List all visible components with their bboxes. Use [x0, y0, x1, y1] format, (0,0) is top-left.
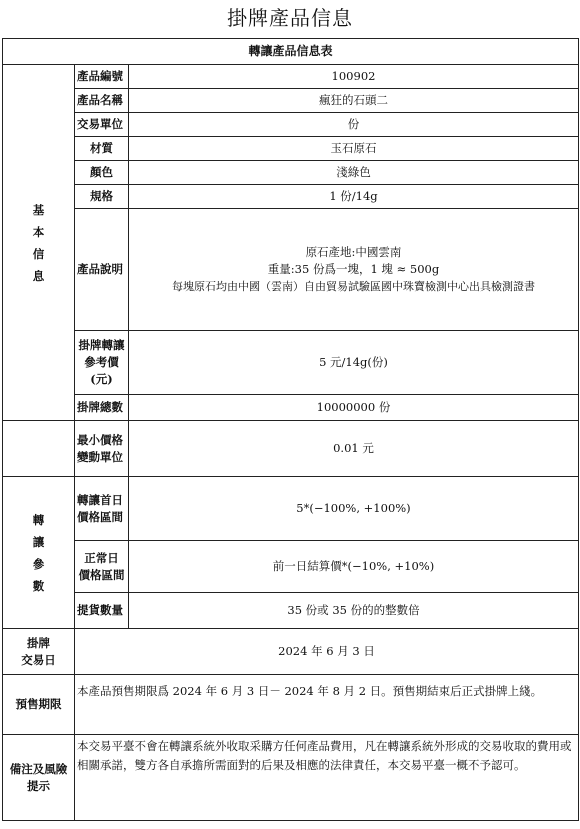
page-title: 掛牌產品信息: [227, 6, 353, 30]
presale-label: 預售期限: [3, 675, 75, 735]
section-label-transfer: 轉 讓 參 數: [3, 477, 75, 629]
table-row: [3, 675, 579, 735]
listing-day-label: 掛牌 交易日: [3, 629, 75, 675]
table-row: [3, 477, 579, 541]
product-name-label: 產品名稱: [75, 89, 129, 113]
table-row: [3, 331, 579, 395]
table-row: [3, 137, 579, 161]
delivery-qty-label: 提貨數量: [75, 593, 129, 629]
total-listed-label: 掛牌總數: [75, 395, 129, 421]
normal-day-range-label: 正常日 價格區間: [75, 541, 129, 593]
table-row: [3, 161, 579, 185]
product-name-value: 瘋狂的石頭二: [129, 89, 579, 113]
table-row: [3, 65, 579, 89]
table-row: [3, 735, 579, 821]
total-listed-value: 10000000 份: [129, 395, 579, 421]
section-label-basic: 基 本 信 息: [3, 65, 75, 421]
spec-value: 1 份/14g: [129, 185, 579, 209]
ref-price-value: 5 元/14g(份): [129, 331, 579, 395]
table-title: 轉讓產品信息表: [3, 39, 579, 65]
risk-label: 備注及風險 提示: [3, 735, 75, 821]
product-code-label: 產品編號: [75, 65, 129, 89]
description-label: 產品說明: [75, 209, 129, 331]
trade-unit-value: 份: [129, 113, 579, 137]
normal-day-range-value: 前一日結算價*(−10%, +10%): [129, 541, 579, 593]
table-row: [3, 629, 579, 675]
color-label: 顏色: [75, 161, 129, 185]
product-info-table: [2, 38, 579, 821]
spec-label: 規格: [75, 185, 129, 209]
first-day-range-value: 5*(−100%, +100%): [129, 477, 579, 541]
table-row: [3, 113, 579, 137]
min-tick-value: 0.01 元: [129, 421, 579, 477]
trade-unit-label: 交易單位: [75, 113, 129, 137]
first-day-range-label: 轉讓首日 價格區間: [75, 477, 129, 541]
min-tick-label: 最小價格 變動單位: [75, 421, 129, 477]
risk-value: 本交易平臺不會在轉讓系統外收取采購方任何產品費用，凡在轉讓系統外形成的交易收取的費用或相關承諾，雙方各自承擔所需面對的后果及相應的法律責任，本交易平臺一概不予認可。: [75, 735, 579, 821]
description-value: 原石產地:中國雲南 重量:35 份爲一塊，1 塊 ≈ 500g 每塊原石均由中國（雲南）自由貿易試驗區國中珠寶檢測中心出具檢測證書: [129, 209, 579, 331]
listing-day-value: 2024 年 6 月 3 日: [75, 629, 579, 675]
presale-value: 本產品預售期限爲 2024 年 6 月 3 日－ 2024 年 8 月 2 日。預售期結束后正式掛牌上綫。: [75, 675, 579, 735]
color-value: 淺綠色: [129, 161, 579, 185]
material-value: 玉石原石: [129, 137, 579, 161]
table-row: [3, 541, 579, 593]
product-code-value: 100902: [129, 65, 579, 89]
ref-price-label: 掛牌轉讓 參考價 (元): [75, 331, 129, 395]
material-label: 材質: [75, 137, 129, 161]
table-row: [3, 89, 579, 113]
table-row: [3, 209, 579, 331]
table-row: [3, 395, 579, 421]
table-row: [3, 593, 579, 629]
delivery-qty-value: 35 份或 35 份的的整數倍: [129, 593, 579, 629]
table-row: [3, 421, 579, 477]
table-row: [3, 185, 579, 209]
